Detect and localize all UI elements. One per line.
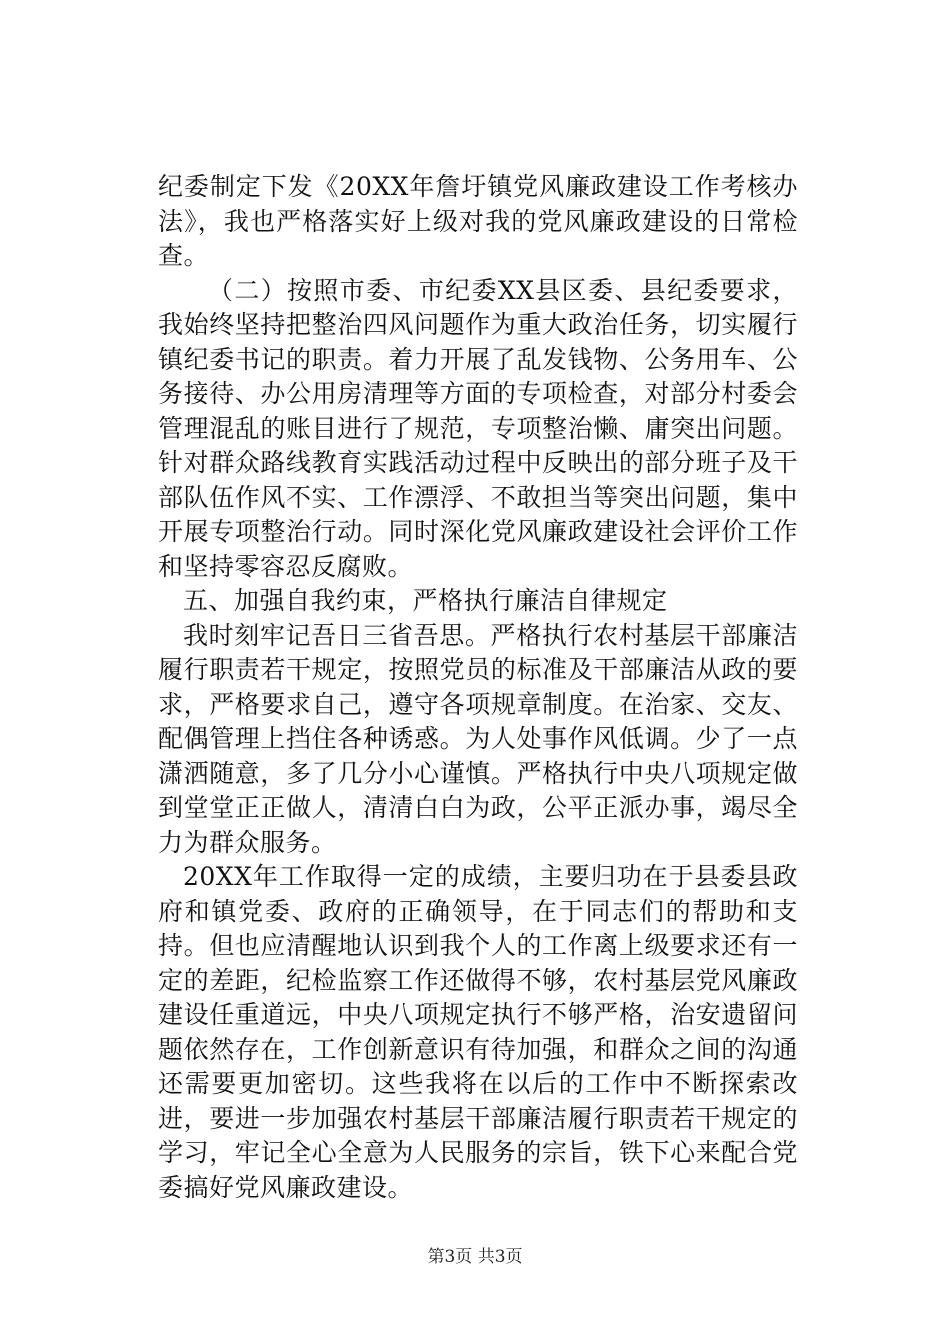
paragraph-section-two: （二）按照市委、市纪委XX县区委、县纪委要求，我始终坚持把整治四风问题作为重大政治任务，切实履行镇纪委书记的职责。着力开展了乱发钱物、公务用车、公务接待、办公用房清理等方面的专项检查，对部分村委会管理混乱的账目进行了规范，专项整治懒、庸突出问题。针对群众路线教育实践活动过程中反映出的部分班子及干部队伍作风不实、工作漂浮、不敢担当等突出问题，集中开展专项整治行动。同时深化党风廉政建设社会评价工作和坚持零容忍反腐败。 — [158, 275, 798, 581]
paragraph-self-discipline: 我时刻牢记吾日三省吾思。严格执行农村基层干部廉洁履行职责若干规定，按照党员的标准及干部廉洁从政的要求，严格要求自己，遵守各项规章制度。在治家、交友、配偶管理上挡住各种诱惑。为人处事作风低调。少了一点潇洒随意，多了几分小心谨慎。严格执行中央八项规定做到堂堂正正做人，清清白白为政，公平正派办事，竭尽全力为群众服务。 — [158, 620, 798, 857]
section-heading-five: 五、加强自我约束，严格执行廉洁自律规定 — [183, 586, 668, 615]
page-footer: 第3页 共3页 — [427, 1247, 523, 1267]
document-body — [158, 170, 798, 1205]
paragraph-continued: 纪委制定下发《20XX年詹圩镇党风廉政建设工作考核办法》，我也严格落实好上级对我的党风廉政建设的日常检查。 — [158, 172, 798, 270]
paragraph-summary: 20XX年工作取得一定的成绩，主要归功在于县委县政府和镇党委、政府的正确领导，在于同志们的帮助和支持。但也应清醒地认识到我个人的工作离上级要求还有一定的差距，纪检监察工作还做得不够，农村基层党风廉政建设任重道远，中央八项规定执行不够严格，治安遗留问题依然存在，工作创新意识有待加强，和群众之间的沟通还需要更加密切。这些我将在以后的工作中不断探索改进，要进一步加强农村基层干部廉洁履行职责若干规定的学习，牢记全心全意为人民服务的宗旨，铁下心来配合党委搞好党风廉政建设。 — [158, 862, 798, 1202]
